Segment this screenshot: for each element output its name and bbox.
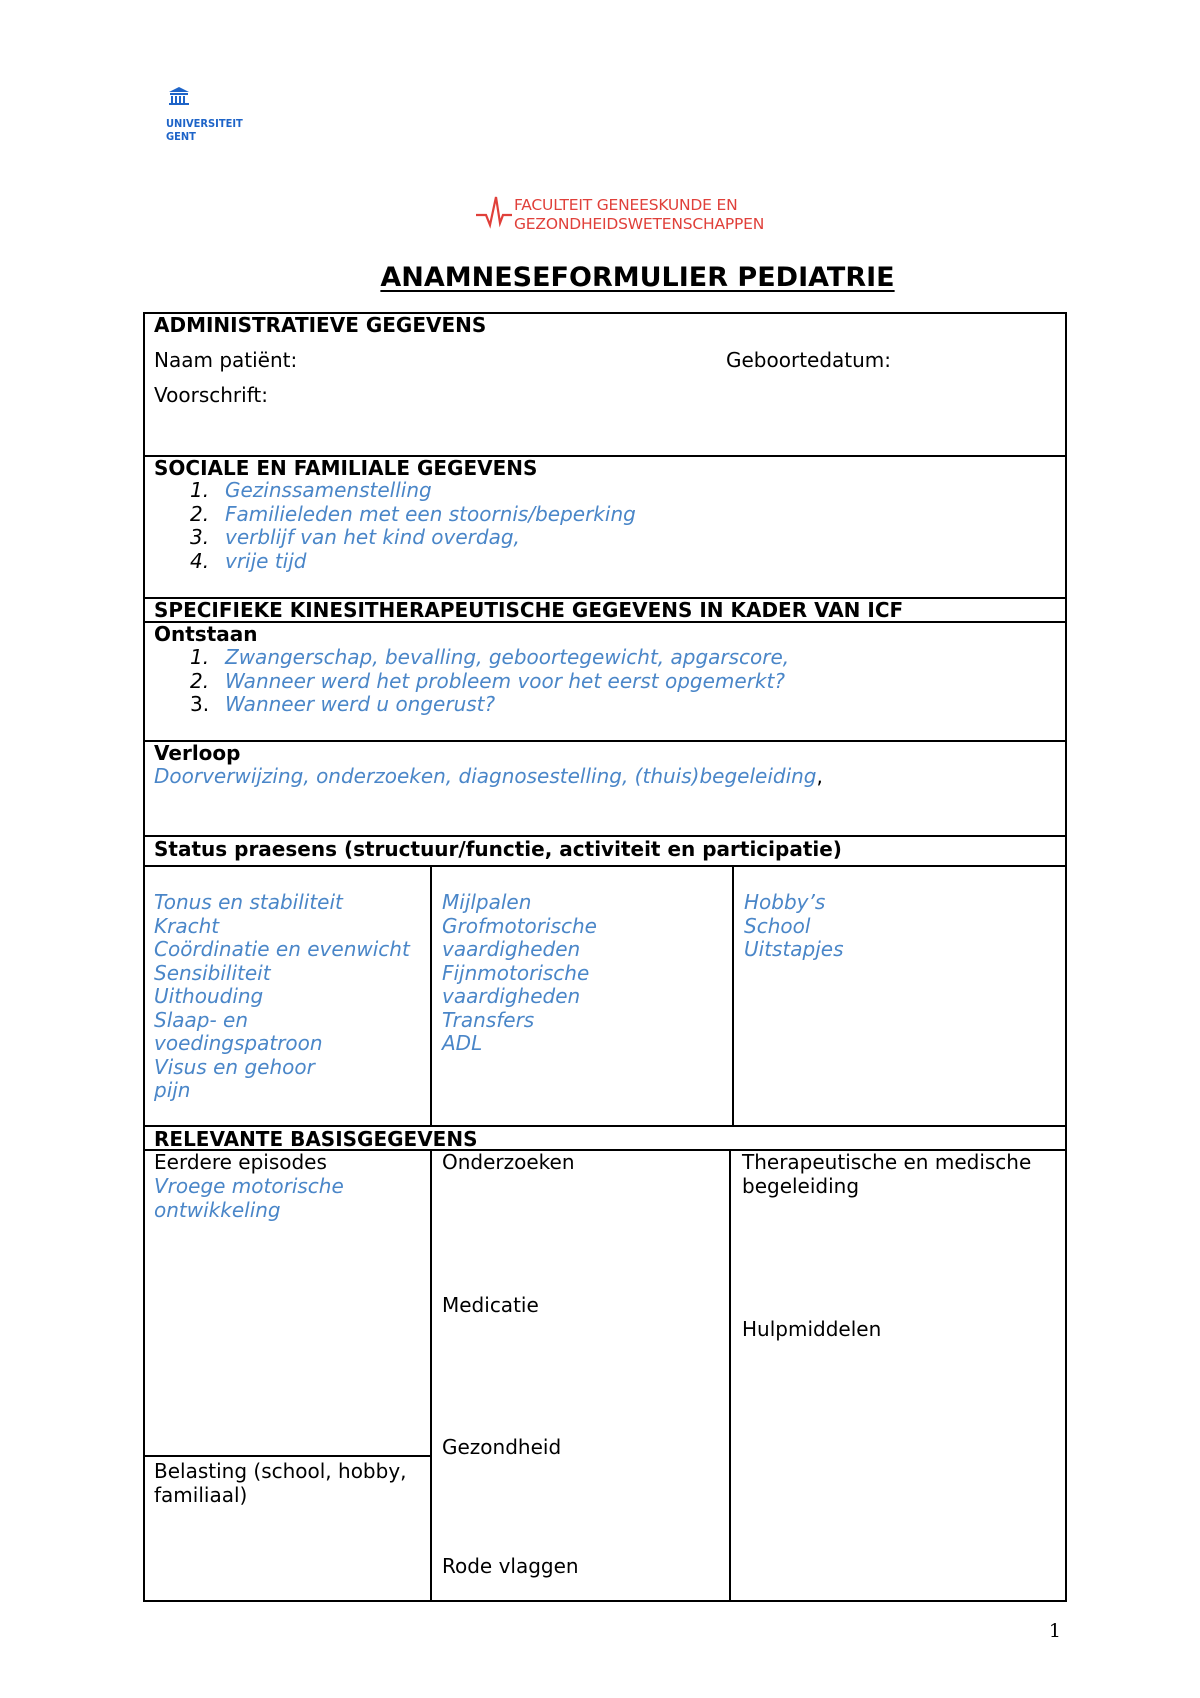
- medication-label: Medicatie: [442, 1293, 539, 1317]
- origin-list: [190, 646, 789, 717]
- status-column-structure: [154, 891, 410, 1103]
- list-item: voedingspatroon: [154, 1031, 323, 1055]
- page-title: ANAMNESEFORMULIER PEDIATRIE: [380, 262, 895, 293]
- health-label: Gezondheid: [442, 1435, 562, 1459]
- social-heading: SOCIALE EN FAMILIALE GEGEVENS: [154, 456, 538, 480]
- list-item: vaardigheden: [442, 937, 581, 961]
- university-logo: [166, 86, 246, 146]
- list-item: vaardigheden: [442, 984, 581, 1008]
- investigations-label: Onderzoeken: [442, 1150, 575, 1174]
- status-column-participation: [744, 891, 844, 962]
- list-item: 3. Wanneer werd u ongerust?: [190, 692, 496, 716]
- early-motor-line2: ontwikkeling: [154, 1198, 281, 1222]
- faculty-logo-line2: GEZONDHEIDSWETENSCHAPPEN: [514, 215, 765, 233]
- list-item: 1. Zwangerschap, bevalling, geboortegewicht, apgarscore,: [190, 645, 790, 669]
- list-item: pijn: [154, 1078, 191, 1102]
- list-item: School: [744, 913, 811, 938]
- list-item: Coördinatie en evenwicht: [154, 937, 410, 961]
- heartbeat-icon: [474, 194, 514, 232]
- list-item: Hobby’s: [744, 890, 826, 914]
- status-heading: Status praesens (structuur/functie, activiteit en participatie): [154, 837, 842, 861]
- faculty-logo-line1: FACULTEIT GENEESKUNDE EN: [514, 196, 738, 214]
- origin-heading: Ontstaan: [154, 622, 258, 646]
- list-item: Fijnmotorische: [442, 960, 590, 985]
- load-line1: Belasting (school, hobby,: [154, 1459, 407, 1483]
- course-text: Doorverwijzing, onderzoeken, diagnosestelling, (thuis)begeleiding,: [154, 764, 823, 788]
- list-item: Slaap- en: [154, 1007, 249, 1032]
- university-building-icon: [168, 86, 190, 106]
- list-item: 1. Gezinssamenstelling: [190, 478, 432, 502]
- therapy-line2: begeleiding: [742, 1174, 860, 1198]
- course-heading: Verloop: [154, 741, 241, 765]
- previous-episodes-label: Eerdere episodes: [154, 1150, 327, 1174]
- university-logo-line1: UNIVERSITEIT: [166, 117, 243, 130]
- status-column-activity: [442, 891, 597, 1056]
- university-logo-line2: GENT: [166, 130, 196, 143]
- list-item: Grofmotorische: [442, 913, 597, 938]
- therapy-line1: Therapeutische en medische: [742, 1150, 1032, 1174]
- list-item: Sensibiliteit: [154, 960, 271, 985]
- list-item: Kracht: [154, 913, 220, 938]
- list-item: 2. Familieleden met een stoornis/beperking: [190, 501, 636, 526]
- list-item: Visus en gehoor: [154, 1054, 315, 1079]
- load-line2: familiaal): [154, 1483, 248, 1507]
- page-number: 1: [1048, 1620, 1061, 1642]
- early-motor-line1: Vroege motorische: [154, 1174, 344, 1198]
- list-item: Transfers: [442, 1007, 535, 1032]
- patient-name-label: Naam patiënt:: [154, 348, 298, 372]
- list-item: Tonus en stabiliteit: [154, 890, 343, 914]
- aids-label: Hulpmiddelen: [742, 1317, 882, 1341]
- date-of-birth-label: Geboortedatum:: [726, 348, 892, 372]
- specific-heading: SPECIFIEKE KINESITHERAPEUTISCHE GEGEVENS IN KADER VAN ICF: [154, 598, 904, 622]
- basic-heading: RELEVANTE BASISGEGEVENS: [154, 1127, 478, 1151]
- list-item: 4. vrije tijd: [190, 548, 307, 573]
- admin-heading: ADMINISTRATIEVE GEGEVENS: [154, 313, 487, 337]
- list-item: 3. verblijf van het kind overdag,: [190, 525, 520, 549]
- list-item: ADL: [442, 1031, 483, 1055]
- list-item: Uitstapjes: [744, 937, 844, 961]
- list-item: Uithouding: [154, 984, 264, 1008]
- list-item: 2. Wanneer werd het probleem voor het eerst opgemerkt?: [190, 668, 785, 693]
- list-item: Mijlpalen: [442, 890, 532, 914]
- social-list: [190, 479, 636, 573]
- prescription-label: Voorschrift:: [154, 383, 268, 407]
- red-flags-label: Rode vlaggen: [442, 1554, 579, 1578]
